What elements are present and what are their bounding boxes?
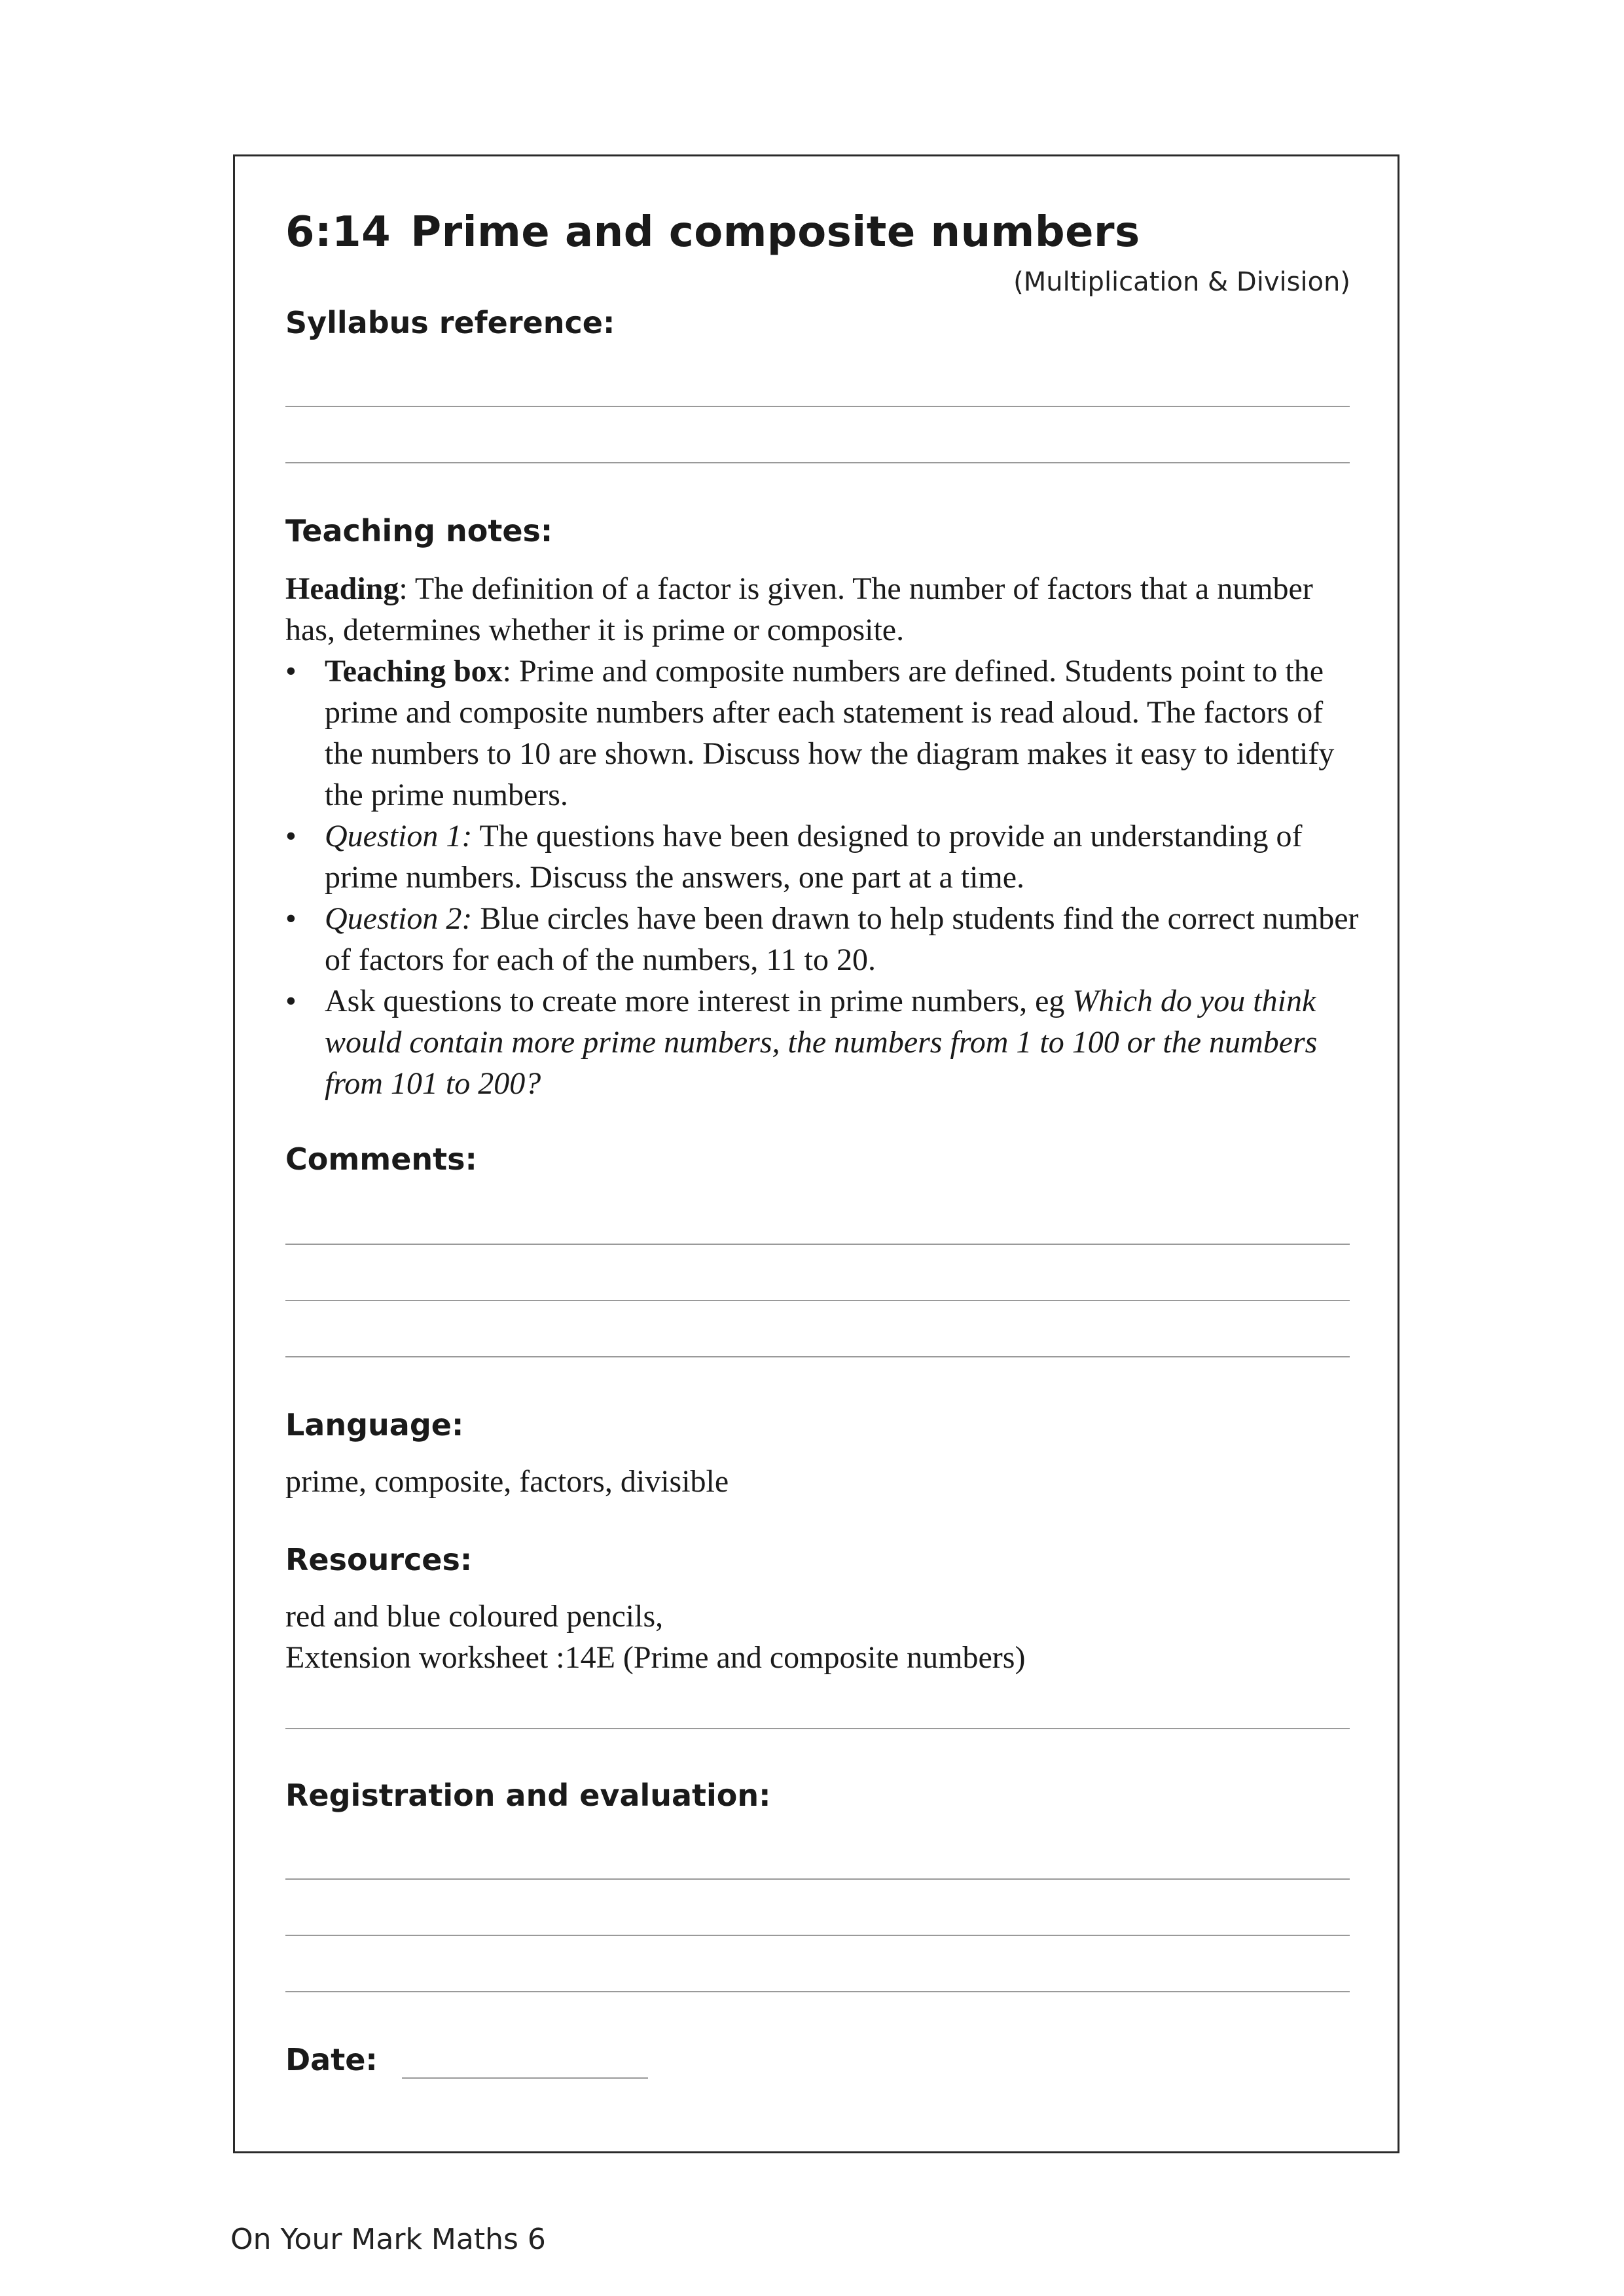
resources-heading: Resources: (285, 1542, 473, 1577)
comments-line-1 (285, 1244, 1350, 1245)
heading-note-text: : The definition of a factor is given. The number of factors that a number has, determines whether it is prime or composite. (285, 571, 1313, 647)
bullet-question: Which do you think would contain more prime numbers, the numbers from 1 to 100 or the numbers from 101 to 200? (325, 984, 1318, 1101)
registration-line-2 (285, 1935, 1350, 1936)
syllabus-line-1 (285, 406, 1350, 407)
list-item (285, 898, 1359, 980)
strand-label: (Multiplication & Division) (1013, 267, 1350, 297)
teaching-notes-body (285, 568, 1359, 1104)
syllabus-line-2 (285, 462, 1350, 463)
heading-note (285, 568, 1359, 651)
heading-note-label: Heading (285, 571, 399, 606)
bullet-text: Ask questions to create more interest in prime numbers, eg (325, 984, 1073, 1018)
resource-line: Extension worksheet :14E (Prime and composite numbers) (285, 1640, 1026, 1675)
bullet-lead: Teaching box (325, 654, 503, 689)
resource-line: red and blue coloured pencils, (285, 1599, 664, 1634)
list-item (285, 816, 1359, 898)
registration-line-3 (285, 1991, 1350, 1992)
worksheet-title: Prime and composite numbers (410, 208, 1140, 257)
language-text: prime, composite, factors, divisible (285, 1464, 729, 1499)
page-footer: On Your Mark Maths 6 (230, 2223, 546, 2256)
bullet-text: : Prime and composite numbers are defined. Students point to the prime and composite numbers after each statement is read aloud. The factors of the numbers to 10 are shown. Discuss how the diagram makes it easy to identify the prime numbers. (325, 654, 1335, 812)
syllabus-heading: Syllabus reference: (285, 305, 615, 340)
comments-heading: Comments: (285, 1141, 477, 1177)
list-item (285, 651, 1359, 816)
date-label: Date: (285, 2042, 378, 2077)
bullet-text: Blue circles have been drawn to help students find the correct number of factors for each of the numbers, 11 to 20. (325, 901, 1359, 977)
comments-line-3 (285, 1356, 1350, 1357)
teaching-notes-list (285, 651, 1359, 1104)
list-item (285, 980, 1359, 1104)
date-field-line (402, 2077, 648, 2079)
bullet-text: The questions have been designed to provide an understanding of prime numbers. Discuss the answers, one part at a time. (325, 819, 1303, 895)
registration-line-1 (285, 1878, 1350, 1880)
resources-text (285, 1596, 1359, 1678)
comments-line-2 (285, 1300, 1350, 1301)
registration-heading: Registration and evaluation: (285, 1778, 771, 1813)
bullet-lead: Question 2: (325, 901, 473, 936)
bullet-lead: Question 1: (325, 819, 473, 853)
resources-line (285, 1728, 1350, 1729)
worksheet-number: 6:14 (285, 208, 391, 257)
page-title (285, 208, 1140, 257)
teaching-notes-heading: Teaching notes: (285, 513, 553, 548)
language-heading: Language: (285, 1407, 464, 1443)
